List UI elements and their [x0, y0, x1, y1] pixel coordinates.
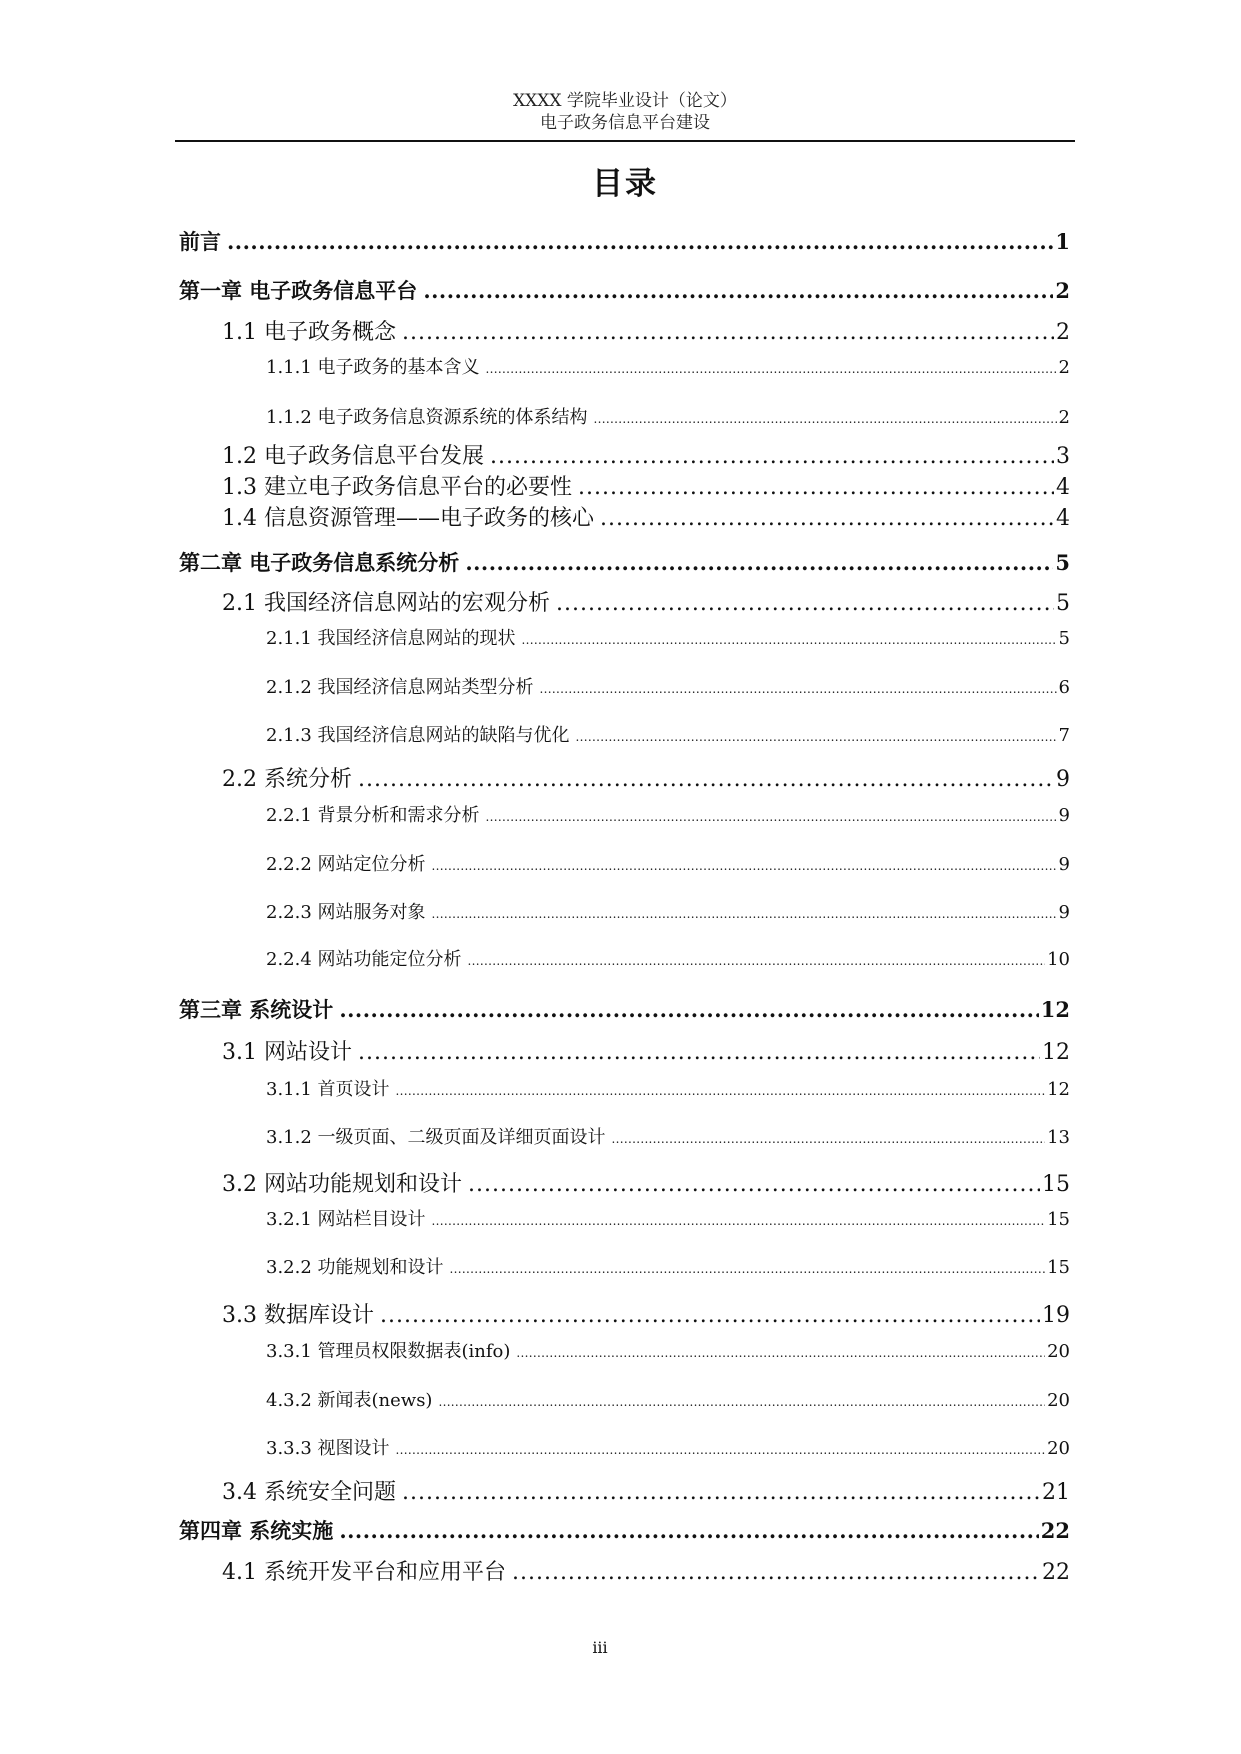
toc-dot-leader — [486, 810, 1057, 824]
toc-entry — [0, 994, 1070, 1024]
toc-entry-title: 3.3.1 管理员权限数据表(info) — [266, 1341, 511, 1362]
toc-dot-leader — [450, 1262, 1046, 1276]
toc-entry-title: 2.2 系统分析 — [222, 767, 352, 792]
toc-entry-title: 2.1.3 我国经济信息网站的缺陷与优化 — [266, 725, 570, 746]
toc-entry — [0, 1298, 1070, 1329]
toc-entry-title: 4.3.2 新闻表(news) — [266, 1390, 433, 1411]
toc-entry-page: 15 — [1047, 1257, 1070, 1278]
toc-entry — [0, 1035, 1070, 1066]
toc-entry — [0, 547, 1070, 577]
toc-dot-leader — [490, 444, 1054, 469]
toc-entry-title: 第四章 系统实施 — [179, 1518, 334, 1543]
toc-entry — [0, 1167, 1070, 1198]
toc-dot-leader — [438, 1395, 1045, 1409]
toc-entry-page: 1 — [1055, 229, 1070, 254]
toc-dot-leader — [576, 730, 1057, 744]
toc-dot-leader — [600, 506, 1054, 531]
toc-entry-title: 2.2.2 网站定位分析 — [266, 854, 426, 875]
toc-dot-leader — [556, 591, 1054, 616]
toc-dot-leader — [516, 1346, 1045, 1360]
toc-entry — [0, 1555, 1070, 1586]
toc-entry-page: 12 — [1047, 1079, 1070, 1100]
toc-entry-page: 9 — [1058, 854, 1070, 875]
toc-entry-page: 12 — [1040, 997, 1070, 1022]
toc-entry-page: 5 — [1055, 550, 1070, 575]
toc-entry-title: 1.1.2 电子政务信息资源系统的体系结构 — [266, 407, 588, 428]
toc-entry-page: 6 — [1058, 677, 1070, 698]
toc-entry-title: 3.3 数据库设计 — [222, 1303, 374, 1328]
toc-entry-title: 第一章 电子政务信息平台 — [179, 278, 418, 303]
toc-entry-page: 2 — [1058, 357, 1070, 378]
toc-entry-title: 2.1.1 我国经济信息网站的现状 — [266, 628, 516, 649]
toc-entry-title: 4.1 系统开发平台和应用平台 — [222, 1560, 506, 1585]
toc-entry — [0, 439, 1070, 470]
toc-entry — [0, 353, 1070, 379]
toc-entry — [0, 850, 1070, 876]
toc-entry-title: 3.1.2 一级页面、二级页面及详细页面设计 — [266, 1127, 606, 1148]
toc-entry-page: 9 — [1058, 902, 1070, 923]
toc-entry — [0, 1075, 1070, 1101]
toc-entry — [0, 762, 1070, 793]
toc-dot-leader — [468, 1172, 1040, 1197]
toc-entry — [0, 315, 1070, 346]
toc-entry-title: 第三章 系统设计 — [179, 997, 334, 1022]
toc-dot-leader — [540, 682, 1057, 696]
toc-entry-page: 15 — [1042, 1172, 1070, 1197]
toc-entry — [0, 1253, 1070, 1279]
toc-entry-page: 22 — [1040, 1518, 1070, 1543]
toc-entry-title: 2.1.2 我国经济信息网站类型分析 — [266, 677, 534, 698]
toc-entry — [0, 586, 1070, 617]
header-school-line: XXXX 学院毕业设计（论文） — [513, 91, 737, 111]
toc-entry-page: 7 — [1058, 725, 1070, 746]
toc-entry — [0, 226, 1070, 256]
toc-dot-leader — [432, 1214, 1046, 1228]
page-title: 目录 — [592, 166, 658, 202]
toc-dot-leader — [227, 229, 1053, 254]
toc-entry — [0, 1386, 1070, 1412]
toc-entry-page: 20 — [1047, 1438, 1070, 1459]
toc-dot-leader — [358, 767, 1054, 792]
toc-entry-title: 1.1.1 电子政务的基本含义 — [266, 357, 480, 378]
toc-entry — [0, 470, 1070, 501]
toc-entry-page: 9 — [1056, 767, 1070, 792]
toc-dot-leader — [339, 997, 1038, 1022]
toc-dot-leader — [594, 412, 1057, 426]
toc-dot-leader — [512, 1560, 1040, 1585]
toc-dot-leader — [486, 362, 1057, 376]
toc-dot-leader — [402, 320, 1054, 345]
toc-entry-title: 1.2 电子政务信息平台发展 — [222, 444, 484, 469]
toc-entry-page: 5 — [1056, 591, 1070, 616]
toc-dot-leader — [522, 633, 1057, 647]
toc-dot-leader — [380, 1303, 1040, 1328]
toc-entry — [0, 403, 1070, 429]
toc-entry-title: 3.3.3 视图设计 — [266, 1438, 390, 1459]
toc-entry-page: 2 — [1058, 407, 1070, 428]
toc-entry-title: 3.1 网站设计 — [222, 1040, 352, 1065]
toc-entry-title: 前言 — [179, 229, 221, 254]
toc-entry-page: 13 — [1047, 1127, 1070, 1148]
toc-dot-leader — [432, 859, 1057, 873]
toc-entry — [0, 501, 1070, 532]
toc-entry-title: 1.1 电子政务概念 — [222, 320, 396, 345]
toc-entry-page: 3 — [1056, 444, 1070, 469]
page-number: iii — [592, 1638, 608, 1657]
toc-entry-title: 3.2.2 功能规划和设计 — [266, 1257, 444, 1278]
toc-entry — [0, 801, 1070, 827]
header-thesis-title: 电子政务信息平台建设 — [540, 113, 710, 133]
toc-entry-page: 21 — [1042, 1480, 1070, 1505]
toc-entry — [0, 624, 1070, 650]
toc-entry — [0, 945, 1070, 971]
toc-entry-title: 1.3 建立电子政务信息平台的必要性 — [222, 475, 572, 500]
toc-dot-leader — [578, 475, 1054, 500]
toc-dot-leader — [432, 907, 1057, 921]
toc-entry-page: 9 — [1058, 805, 1070, 826]
toc-entry-page: 4 — [1056, 506, 1070, 531]
toc-entry-title: 3.2 网站功能规划和设计 — [222, 1172, 462, 1197]
toc-entry — [0, 275, 1070, 305]
toc-entry-page: 2 — [1056, 320, 1070, 345]
toc-entry — [0, 1123, 1070, 1149]
toc-dot-leader — [339, 1518, 1038, 1543]
toc-dot-leader — [402, 1480, 1040, 1505]
toc-entry-title: 3.4 系统安全问题 — [222, 1480, 396, 1505]
toc-entry-page: 5 — [1058, 628, 1070, 649]
toc-dot-leader — [423, 278, 1053, 303]
toc-entry-title: 第二章 电子政务信息系统分析 — [179, 550, 460, 575]
toc-entry-page: 2 — [1055, 278, 1070, 303]
toc-dot-leader — [468, 954, 1046, 968]
toc-entry-page: 12 — [1042, 1040, 1070, 1065]
toc-entry-title: 3.1.1 首页设计 — [266, 1079, 390, 1100]
toc-dot-leader — [358, 1040, 1040, 1065]
toc-entry — [0, 1515, 1070, 1545]
toc-entry-title: 2.2.4 网站功能定位分析 — [266, 949, 462, 970]
toc-entry-title: 1.4 信息资源管理——电子政务的核心 — [222, 506, 594, 531]
toc-entry-page: 15 — [1047, 1209, 1070, 1230]
toc-entry-page: 20 — [1047, 1390, 1070, 1411]
toc-entry-title: 3.2.1 网站栏目设计 — [266, 1209, 426, 1230]
toc-dot-leader — [612, 1132, 1046, 1146]
toc-entry — [0, 1434, 1070, 1460]
toc-entry-title: 2.2.1 背景分析和需求分析 — [266, 805, 480, 826]
toc-entry-page: 20 — [1047, 1341, 1070, 1362]
toc-entry — [0, 721, 1070, 747]
toc-entry-title: 2.2.3 网站服务对象 — [266, 902, 426, 923]
toc-entry-title: 2.1 我国经济信息网站的宏观分析 — [222, 591, 550, 616]
toc-entry — [0, 1337, 1070, 1363]
toc-entry-page: 4 — [1056, 475, 1070, 500]
toc-entry — [0, 898, 1070, 924]
toc-dot-leader — [396, 1443, 1046, 1457]
toc-entry — [0, 1205, 1070, 1231]
toc-entry — [0, 673, 1070, 699]
toc-entry-page: 10 — [1047, 949, 1070, 970]
toc-entry-page: 19 — [1042, 1303, 1070, 1328]
toc-entry — [0, 1475, 1070, 1506]
toc-dot-leader — [396, 1084, 1046, 1098]
toc-entry-page: 22 — [1042, 1560, 1070, 1585]
toc-dot-leader — [465, 550, 1053, 575]
